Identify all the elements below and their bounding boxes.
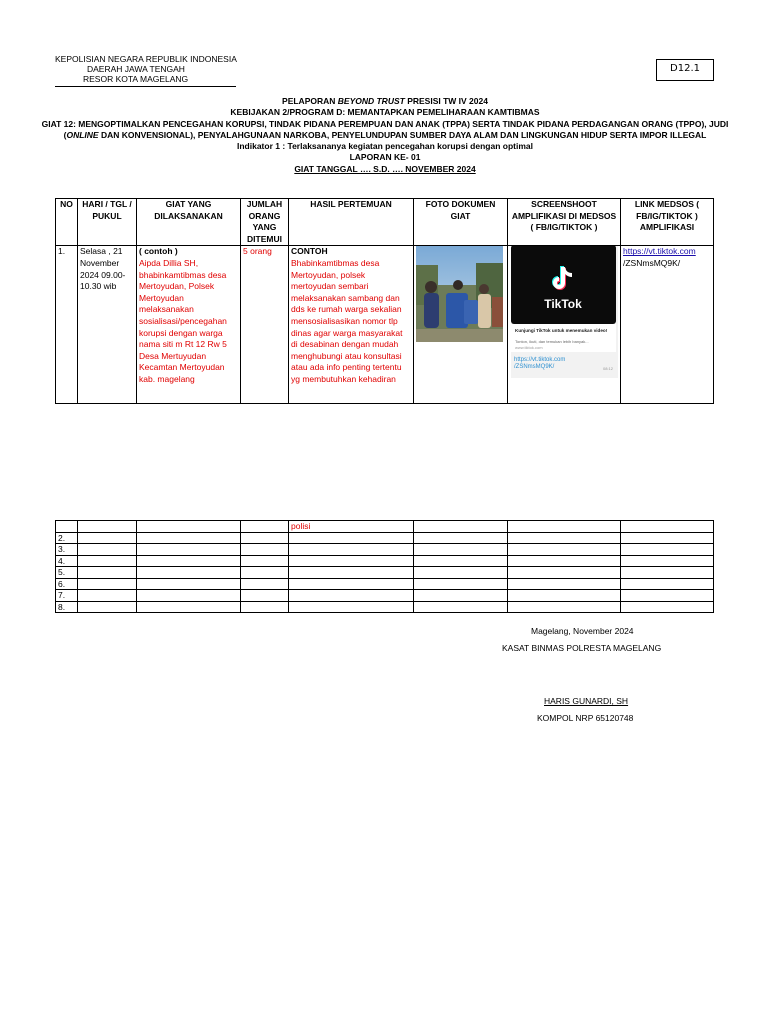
giat-example-label: ( contoh ) <box>139 246 178 257</box>
col-header-foto: FOTO DOKUMEN GIAT <box>414 199 508 246</box>
letterhead-underline <box>55 86 236 87</box>
cell-hasil <box>289 246 414 404</box>
letterhead <box>55 54 237 84</box>
signature-place-date: Magelang, November 2024 <box>531 626 634 636</box>
signature-position: KASAT BINMAS POLRESTA MAGELANG <box>502 643 662 653</box>
col-header-no: NO <box>56 199 78 246</box>
col-header-hari: HARI / TGL / PUKUL <box>78 199 137 246</box>
table-row: 4. <box>56 555 714 567</box>
tiktok-link-line-2: /ZSNmsMQ9K/ <box>514 364 555 371</box>
table-row: 7. <box>56 590 714 602</box>
table-row <box>56 246 714 404</box>
table-row: 6. <box>56 578 714 590</box>
tiktok-caption-title: Kunjungi TikTok untuk menemukan video! <box>515 328 608 334</box>
col-header-jumlah: JUMLAH ORANG YANG DITEMUI <box>241 199 289 246</box>
signature-rank: KOMPOL NRP 65120748 <box>537 713 634 723</box>
table-row: 2. <box>56 532 714 544</box>
title-tanggal: GIAT TANGGAL …. S.D. …. NOVEMBER 2024 <box>294 163 476 174</box>
cell-giat <box>137 246 241 404</box>
cell-jumlah: 5 orang <box>241 246 289 404</box>
activity-photo <box>416 246 503 343</box>
giat-description: Aipda Dillia SH, bhabinkamtibmas desa Mertoyudan, Polsek Mertoyudan melaksanakan sosialisasi/pencegahan korupsi dengan warga nama siti m Rt 12 Rw 5 Desa Mertuyudan Kecamtan Mertoyudan kab. magelang <box>139 257 227 384</box>
medsos-link[interactable]: https://vt.tiktok.com <box>623 246 696 257</box>
title-giat: GIAT 12: MENGOPTIMALKAN PENCEGAHAN KORUPSI, TINDAK PIDANA PEREMPUAN DAN ANAK (TPPA) SERTA TINDAK PIDANA PERDAGANGAN ORANG (TPPO), JUDI (ONLINE DAN KONVENSIONAL), PENYALAHGUNAAN NARKOBA, PENYELUNDUPAN SUMBER DAYA ALAM DAN LINGKUNGAN HIDUP SERTA IMPOR ILLEGAL <box>41 118 729 140</box>
report-titles <box>40 96 730 175</box>
report-table-continued <box>55 520 714 613</box>
tiktok-link-line-1: https://vt.tiktok.com <box>514 357 566 364</box>
letterhead-line-2: DAERAH JAWA TENGAH <box>87 64 185 74</box>
cell-screenshot <box>508 246 621 404</box>
medsos-link-path: /ZSNmsMQ9K/ <box>623 257 681 268</box>
letterhead-line-1: KEPOLISIAN NEGARA REPUBLIK INDONESIA <box>55 54 237 64</box>
title-pelaporan: PELAPORAN BEYOND TRUST PRESISI TW IV 2024 <box>282 96 488 106</box>
cell-no: 1. <box>56 246 78 404</box>
document-code-box: D12.1 <box>656 59 714 81</box>
hasil-continuation: polisi <box>289 521 414 533</box>
col-header-hasil: HASIL PERTEMUAN <box>289 199 414 246</box>
cell-foto <box>414 246 508 404</box>
table-row: 5. <box>56 567 714 579</box>
tiktok-caption-sub: Tonton, ikuti, dan temukan lebih banyak... <box>515 339 589 345</box>
cell-link <box>621 246 714 404</box>
col-header-giat: GIAT YANG DILAKSANAKAN <box>137 199 241 246</box>
tiktok-caption-domain: www.tiktok.com <box>515 345 543 351</box>
col-header-link: LINK MEDSOS ( FB/IG/TIKTOK ) AMPLIFIKASI <box>621 199 714 246</box>
table-header-row <box>56 199 714 246</box>
hasil-example-label: CONTOH <box>291 246 328 257</box>
letterhead-line-3: RESOR KOTA MAGELANG <box>83 74 189 84</box>
table-row: 3. <box>56 544 714 556</box>
title-kebijakan: KEBIJAKAN 2/PROGRAM D: MEMANTAPKAN PEMELIHARAAN KAMTIBMAS <box>230 107 540 118</box>
title-laporan: LAPORAN KE- 01 <box>349 152 421 163</box>
tiktok-brand: TikTok <box>544 297 582 312</box>
tiktok-screenshot <box>511 246 618 379</box>
table-row: 8. <box>56 601 714 613</box>
report-table <box>55 198 714 404</box>
table-row-continued <box>56 521 714 533</box>
signature-name: HARIS GUNARDI, SH <box>544 696 629 706</box>
hasil-description: Bhabinkamtibmas desa Mertoyudan, polsek mertoyudan sembari melaksanakan sambang dan dds ke rumah warga sekalian mensosialisasikan nomor tlp dinas agar warga masyarakat di desabinan dengan mudah menghubungi atau konsultasi atau ada info penting tertentu yg membutuhkan kehadiran <box>291 257 403 384</box>
tiktok-time: 08:12 <box>602 366 613 372</box>
title-indikator: Indikator 1 : Terlaksananya kegiatan pencegahan korupsi dengan optimal <box>236 141 533 152</box>
cell-hari: Selasa , 21 November 2024 09.00- 10.30 wib <box>78 246 137 404</box>
col-header-screenshot: SCREENSHOOT AMPLIFIKASI DI MEDSOS ( FB/IG/TIKTOK ) <box>508 199 621 246</box>
